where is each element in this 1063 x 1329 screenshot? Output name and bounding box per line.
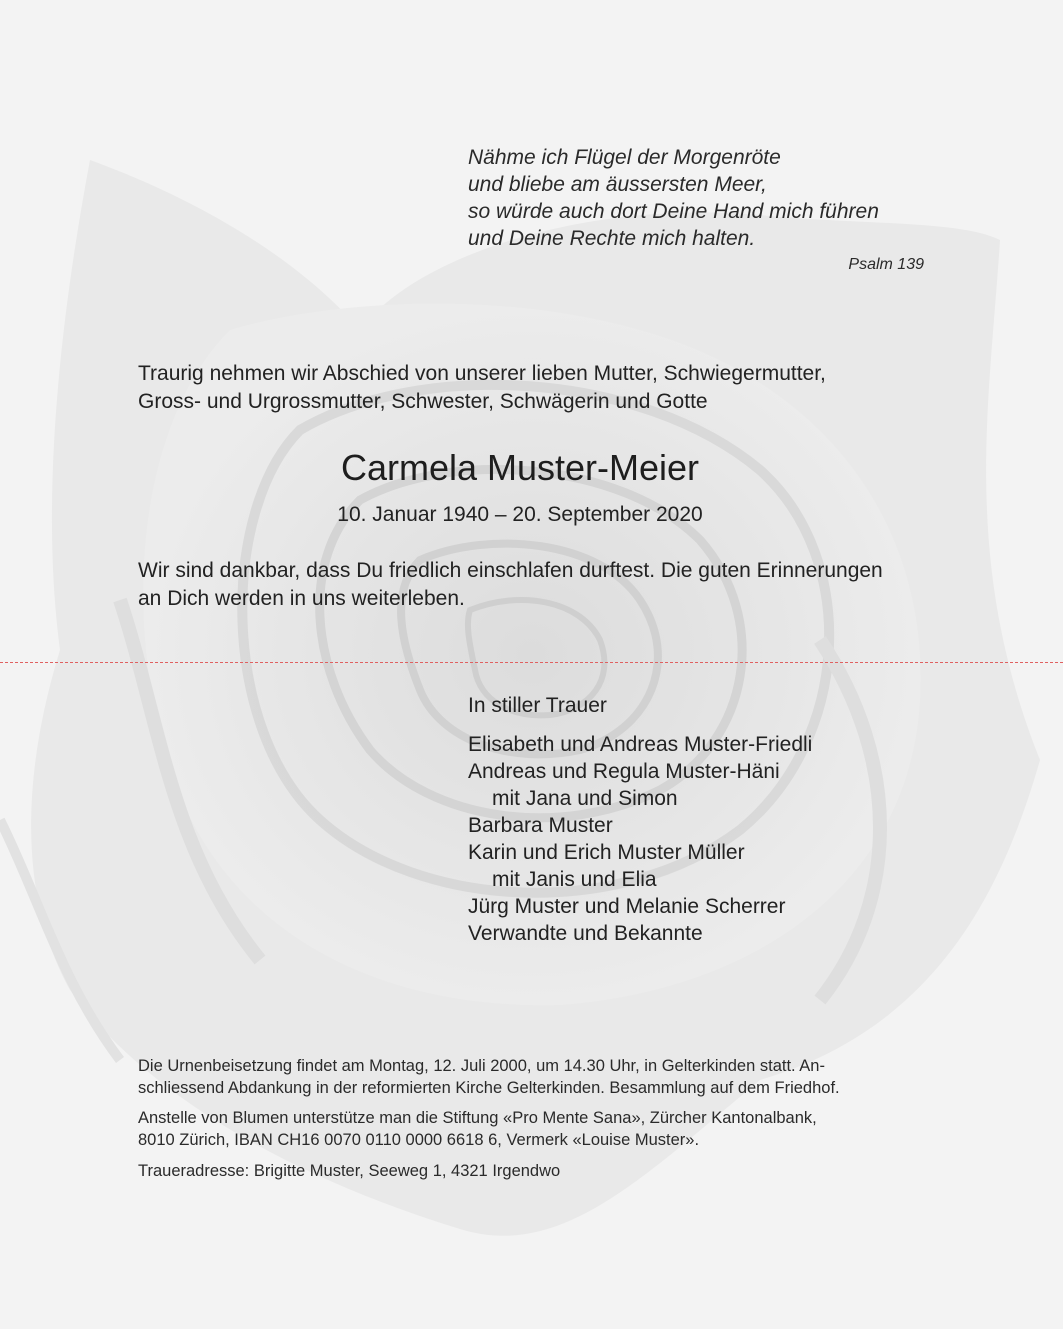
address-line: Traueradresse: Brigitte Muster, Seeweg 1, 4321 Irgendwo bbox=[138, 1162, 561, 1180]
donation-notice-line: Anstelle von Blumen unterstütze man die Stiftung «Pro Mente Sana», Zürcher Kantonalbank, bbox=[138, 1109, 817, 1127]
life-dates: 10. Januar 1940 – 20. September 2020 bbox=[337, 503, 703, 526]
burial-notice bbox=[138, 1055, 958, 1099]
bible-quote bbox=[468, 144, 938, 252]
deceased-name: Carmela Muster-Meier bbox=[340, 447, 700, 488]
thanks-text bbox=[138, 557, 978, 613]
quote-source: Psalm 139 bbox=[848, 256, 924, 273]
farewell-intro bbox=[138, 360, 938, 416]
thanks-line: Wir sind dankbar, dass Du friedlich einschlafen durftest. Die guten Erinnerungen bbox=[138, 559, 883, 582]
list-item: Barbara Muster bbox=[468, 814, 613, 837]
list-item: Andreas und Regula Muster-Häni bbox=[468, 760, 780, 783]
mourners-heading: In stiller Trauer bbox=[468, 694, 607, 717]
quote-line: und Deine Rechte mich halten. bbox=[468, 227, 756, 250]
mourning-address bbox=[138, 1160, 958, 1182]
intro-line: Gross- und Urgrossmutter, Schwester, Schwägerin und Gotte bbox=[138, 390, 708, 413]
burial-notice-line: Die Urnenbeisetzung findet am Montag, 12. Juli 2000, um 14.30 Uhr, in Gelterkinden statt. An- bbox=[138, 1057, 825, 1075]
thanks-line: an Dich werden in uns weiterleben. bbox=[138, 587, 465, 610]
quote-line: Nähme ich Flügel der Morgenröte bbox=[468, 146, 781, 169]
list-item: Elisabeth und Andreas Muster-Friedli bbox=[468, 733, 813, 756]
donation-notice-line: 8010 Zürich, IBAN CH16 0070 0110 0000 6618 6, Vermerk «Louise Muster». bbox=[138, 1131, 700, 1149]
list-item: Karin und Erich Muster Müller bbox=[468, 841, 745, 864]
list-item: Jürg Muster und Melanie Scherrer bbox=[468, 895, 786, 918]
burial-notice-line: schliessend Abdankung in der reformierten Kirche Gelterkinden. Besammlung auf dem Friedhof. bbox=[138, 1079, 840, 1097]
quote-line: so würde auch dort Deine Hand mich führen bbox=[468, 200, 879, 223]
donation-notice bbox=[138, 1107, 958, 1151]
dashed-divider bbox=[0, 662, 1063, 663]
list-item: Verwandte und Bekannte bbox=[468, 922, 703, 945]
list-item: mit Jana und Simon bbox=[492, 787, 678, 810]
quote-line: und bliebe am äussersten Meer, bbox=[468, 173, 767, 196]
list-item: mit Janis und Elia bbox=[492, 868, 657, 891]
mourners-list bbox=[468, 692, 988, 947]
intro-line: Traurig nehmen wir Abschied von unserer lieben Mutter, Schwiegermutter, bbox=[138, 362, 826, 385]
